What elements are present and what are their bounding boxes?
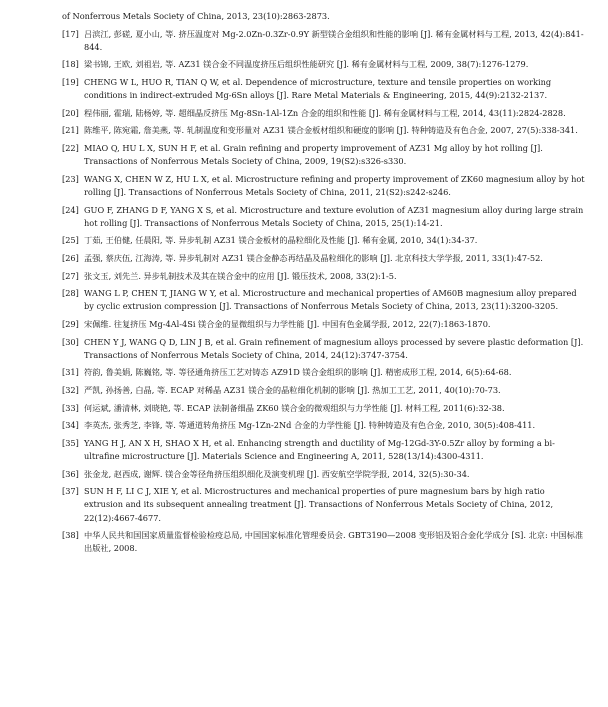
reference-item <box>62 173 586 199</box>
reference-item <box>62 28 586 54</box>
reference-text: 张文玉, 刘先兰. 异步轧制技术及其在镁合金中的应用 [J]. 锻压技术, 2008, 33(2):1-5. <box>84 270 397 281</box>
reference-text: 梁书锦, 王欧, 刘祖岩, 等. AZ31 镁合金不同温度挤压后组织性能研究 [J]. 稀有金属材料与工程, 2009, 38(7):1276-1279. <box>84 59 529 70</box>
reference-text: MIAO Q, HU L X, SUN H F, et al. Grain refining and property improvement of AZ31 Mg alloy by hot rolling [J]. Transactions of Nonferrous Metals Society of China, 2009, 19(S2):s326-s330. <box>84 142 543 167</box>
reference-number: [26] <box>62 252 79 263</box>
reference-text: SUN H F, LI C J, XIE Y, et al. Microstructures and mechanical properties of pure magnesium bars by high ratio extrusion and its subsequent annealing treatment [J]. Transactions of Nonferrous Metals Society of China, 2012, 22(12):4667-4677. <box>84 486 554 523</box>
reference-text: 符韵, 鲁美娟, 陈巍铭, 等. 等径通角挤压工艺对铸态 AZ91D 镁合金组织的影响 [J]. 精密成形工程, 2014, 6(5):64-68. <box>84 367 512 378</box>
reference-item <box>62 124 586 137</box>
reference-item <box>62 58 586 71</box>
reference-text: 孟强, 蔡庆伍, 江海涛, 等. 异步轧制对 AZ31 镁合金静态再结晶及晶粒细化的影响 [J]. 北京科技大学学报, 2011, 33(1):47-52. <box>84 252 543 263</box>
reference-text: 宋佩维. 往复挤压 Mg-4Al-4Si 镁合金的显微组织与力学性能 [J]. 中国有色金属学报, 2012, 22(7):1863-1870. <box>84 318 491 329</box>
reference-item <box>62 107 586 120</box>
reference-text: GUO F, ZHANG D F, YANG X S, et al. Microstructure and texture evolution of AZ31 magnesium alloy during large strain hot rolling [J]. Transactions of Nonferrous Metals Society of China, 2015, 25(1):14-21. <box>84 204 584 228</box>
reference-text: of Nonferrous Metals Society of China, 2013, 23(10):2863-2873. <box>62 11 330 21</box>
reference-item <box>62 402 586 415</box>
reference-text: 丁茹, 王伯健, 任晨阳, 等. 异步轧制 AZ31 镁合金板材的晶粒细化及性能 [J]. 稀有金属, 2010, 34(1):34-37. <box>84 235 478 246</box>
reference-item <box>62 287 586 313</box>
reference-text: 严凯, 孙扬善, 白晶, 等. ECAP 对稀晶 AZ31 镁合金的晶粒细化机制的影响 [J]. 热加工工艺, 2011, 40(10):70-73. <box>84 384 501 395</box>
reference-number: [31] <box>62 367 79 378</box>
reference-list <box>62 10 586 560</box>
reference-item <box>62 234 586 247</box>
reference-number: [33] <box>62 402 79 413</box>
reference-text: 程伟丽, 霍瑞, 陆杨婷, 等. 超细晶反挤压 Mg-8Sn-1Al-1Zn 合金的组织和性能 [J]. 稀有金属材料与工程, 2014, 43(11):2824-2828. <box>84 107 566 118</box>
reference-number: [21] <box>62 125 79 136</box>
reference-text: WANG L P, CHEN T, JIANG W Y, et al. Microstructure and mechanical properties of AM60B magnesium alloy prepared by cyclic extrusion compression [J]. Transactions of Nonferrous Metals Society of China, 2013, 23(11):3200-3205. <box>84 288 577 312</box>
reference-item <box>62 468 586 481</box>
reference-number: [19] <box>62 76 79 87</box>
reference-text: CHENG W L, HUO R, TIAN Q W, et al. Dependence of microstructure, texture and tensile properties on working conditions in indirect-extruded Mg-6Sn alloys [J]. Rare Metal Materials & Engineering, 2015, 44(9):2132-2137. <box>84 76 552 101</box>
reference-number: [29] <box>62 318 79 329</box>
reference-number: [34] <box>62 420 79 431</box>
reference-item <box>62 419 586 432</box>
reference-text: 张金龙, 赵西成, 谢辉. 镁合金等径角挤压组织细化及演变机理 [J]. 西安航空学院学报, 2014, 32(5):30-34. <box>84 468 470 479</box>
reference-text: 吕滨江, 彭磋, 夏小山, 等. 挤压温度对 Mg-2.0Zn-0.3Zr-0.9Y 新型镁合金组织和性能的影响 [J]. 稀有金属材料与工程, 2013, 42(4):841-844. <box>84 28 584 52</box>
reference-text: WANG X, CHEN W Z, HU L X, et al. Microstructure refining and property improvement of ZK60 magnesium alloy by hot rolling [J]. Transactions of Nonferrous Metals Society of China, 2011, 21(S2):s242-s246. <box>84 173 585 197</box>
reference-text: YANG H J, AN X H, SHAO X H, et al. Enhancing strength and ductility of Mg-12Gd-3Y-0.5Zr alloy by forming a bi-ultrafine microstructure [J]. Materials Science and Engineering A, 2011, 528(13/14):4300-4311. <box>84 437 555 461</box>
reference-number: [28] <box>62 288 79 299</box>
reference-number: [30] <box>62 336 79 347</box>
reference-text: 中华人民共和国国家质量监督检验检疫总局, 中国国家标准化管理委员会. GBT3190—2008 变形铝及铝合金化学成分 [S]. 北京: 中国标准出版社, 2008. <box>84 530 584 554</box>
reference-number: [35] <box>62 437 79 448</box>
reference-text: 陈维平, 陈宛霜, 詹美燕, 等. 轧制温度和变形量对 AZ31 镁合金板材组织和硬度的影响 [J]. 特种铸造及有色合金, 2007, 27(5):338-341. <box>84 125 578 136</box>
reference-number: [24] <box>62 204 79 215</box>
reference-item <box>62 366 586 379</box>
reference-item <box>62 384 586 397</box>
reference-item <box>62 485 586 525</box>
reference-number: [27] <box>62 270 79 281</box>
reference-number: [20] <box>62 107 79 118</box>
reference-item <box>62 318 586 331</box>
reference-number: [38] <box>62 530 79 541</box>
reference-text: 李英杰, 张秀芝, 李锋, 等. 等通道转角挤压 Mg-1Zn-2Nd 合金的力学性能 [J]. 特种铸造及有色合金, 2010, 30(5):408-411. <box>84 420 536 431</box>
reference-text: 何运斌, 潘清林, 刘晓艳, 等. ECAP 法制备细晶 ZK60 镁合金的微观组织与力学性能 [J]. 材料工程, 2011(6):32-38. <box>84 402 505 413</box>
reference-number: [17] <box>62 28 79 39</box>
reference-item <box>62 270 586 283</box>
reference-item <box>62 336 586 362</box>
reference-item <box>62 437 586 463</box>
reference-number: [18] <box>62 59 79 70</box>
reference-number: [22] <box>62 142 79 153</box>
reference-number: [37] <box>62 486 79 497</box>
reference-number: [23] <box>62 173 79 184</box>
reference-number: [25] <box>62 235 79 246</box>
reference-item <box>62 529 586 555</box>
reference-item <box>62 76 586 102</box>
reference-item <box>62 10 586 23</box>
reference-number: [32] <box>62 384 79 395</box>
reference-item <box>62 252 586 265</box>
reference-text: CHEN Y J, WANG Q D, LIN J B, et al. Grain refinement of magnesium alloys processed by severe plastic deformation [J]. Transactions of Nonferrous Metals Society of China, 2014, 24(12):3747-3754. <box>84 336 584 360</box>
reference-item <box>62 142 586 168</box>
reference-number: [36] <box>62 468 79 479</box>
reference-item <box>62 204 586 230</box>
